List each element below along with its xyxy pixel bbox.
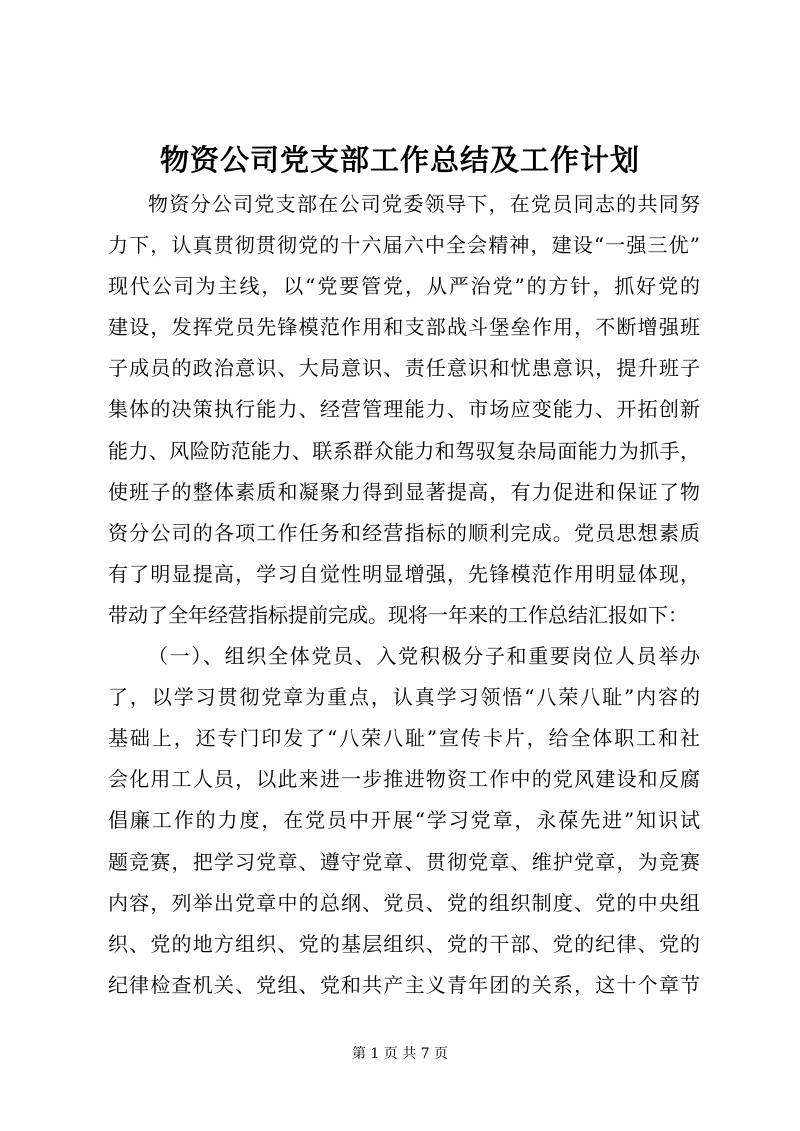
document-title: 物资公司党支部工作总结及工作计划 bbox=[159, 143, 640, 177]
text-line: 现代公司为主线，以“党要管党，从严治党”的方针，抓好党的 bbox=[108, 274, 700, 299]
text-line: （一）、组织全体党员、入党积极分子和重要岗位人员举办 bbox=[148, 644, 700, 669]
paragraph-1 bbox=[108, 184, 700, 636]
document-body bbox=[108, 184, 700, 1006]
text-line: 倡廉工作的力度，在党员中开展“学习党章，永葆先进”知识试 bbox=[108, 808, 700, 833]
text-line: 能力、风险防范能力、联系群众能力和驾驭复杂局面能力为抓手， bbox=[108, 438, 700, 463]
text-line: 内容，列举出党章中的总纲、党员、党的组织制度、党的中央组 bbox=[108, 890, 700, 915]
text-line: 织、党的地方组织、党的基层组织、党的干部、党的纪律、党的 bbox=[108, 931, 700, 956]
text-line: 了，以学习贯彻党章为重点，认真学习领悟“八荣八耻”内容的 bbox=[108, 685, 700, 710]
paragraph-2 bbox=[108, 636, 700, 1006]
text-line: 会化用工人员，以此来进一步推进物资工作中的党风建设和反腐 bbox=[108, 767, 700, 792]
text-line: 有了明显提高，学习自觉性明显增强，先锋模范作用明显体现， bbox=[108, 561, 700, 586]
text-line: 物资分公司党支部在公司党委领导下，在党员同志的共同努 bbox=[148, 192, 700, 216]
text-line: 建设，发挥党员先锋模范作用和支部战斗堡垒作用，不断增强班 bbox=[108, 315, 700, 340]
text-line: 基础上，还专门印发了“八荣八耻”宣传卡片，给全体职工和社 bbox=[108, 726, 700, 751]
text-line: 集体的决策执行能力、经营管理能力、市场应变能力、开拓创新 bbox=[108, 397, 700, 422]
text-line: 力下，认真贯彻贯彻党的十六届六中全会精神，建设“一强三优” bbox=[108, 233, 700, 258]
text-line: 带动了全年经营指标提前完成。现将一年来的工作总结汇报如下： bbox=[108, 602, 688, 627]
page-footer bbox=[0, 1043, 800, 1063]
text-line: 使班子的整体素质和凝聚力得到显著提高，有力促进和保证了物 bbox=[108, 479, 700, 504]
text-line: 资分公司的各项工作任务和经营指标的顺利完成。党员思想素质 bbox=[108, 520, 700, 545]
text-line: 题竞赛，把学习党章、遵守党章、贯彻党章、维护党章，为竞赛 bbox=[108, 849, 700, 874]
text-line: 纪律检查机关、党组、党和共产主义青年团的关系，这十个章节 bbox=[108, 972, 700, 997]
page-number: 第 1 页 共 7 页 bbox=[351, 1046, 449, 1062]
text-line: 子成员的政治意识、大局意识、责任意识和忧患意识，提升班子 bbox=[108, 356, 700, 381]
